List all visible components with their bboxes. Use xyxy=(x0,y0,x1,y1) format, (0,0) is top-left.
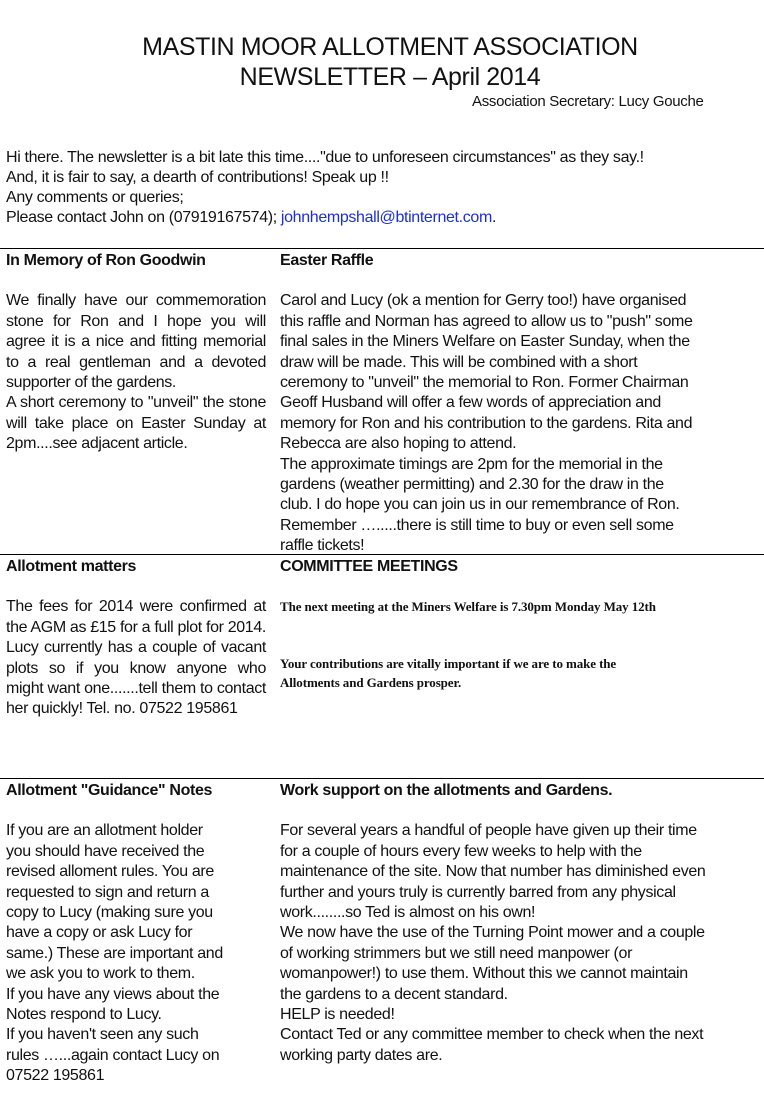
guidance-line: same.) These are important and xyxy=(6,944,223,962)
contributions-text: Allotments and Gardens prosper. xyxy=(280,675,462,691)
work-support-line: HELP is needed! xyxy=(280,1006,395,1024)
email-link[interactable]: johnhempshall@btinternet.com xyxy=(280,209,492,226)
work-support-line: further and yours truly is currently barred from any physical xyxy=(280,883,676,901)
newsletter-subtitle: NEWSLETTER – April 2014 xyxy=(239,63,541,91)
raffle-line: Geoff Husband will offer a few words of appreciation and xyxy=(280,394,661,412)
work-support-line: the gardens to a decent standard. xyxy=(280,985,508,1003)
contact-period: . xyxy=(491,209,497,226)
raffle-line: raffle tickets! xyxy=(280,537,365,555)
work-support-line: We now have the use of the Turning Point mower and a couple xyxy=(280,924,705,942)
section-divider xyxy=(0,554,764,555)
memory-heading: In Memory of Ron Goodwin xyxy=(6,252,206,269)
work-support-line: of working strimmers but we still need manpower (or xyxy=(280,944,633,962)
work-support-line: working party dates are. xyxy=(280,1046,443,1064)
association-secretary: Association Secretary: Lucy Gouche xyxy=(472,93,704,110)
guidance-line: Notes respond to Lucy. xyxy=(6,1006,162,1024)
memory-column xyxy=(6,251,266,455)
raffle-line: The approximate timings are 2pm for the memorial in the xyxy=(280,455,663,473)
intro-contact-line xyxy=(6,208,764,228)
guidance-line: If you have any views about the xyxy=(6,985,220,1003)
contributions-text: Your contributions are vitally important if we are to make the xyxy=(280,656,617,672)
work-support-heading: Work support on the allotments and Gardens. xyxy=(280,782,613,799)
guidance-line: rules …...again contact Lucy on xyxy=(6,1046,220,1064)
intro-line: And, it is fair to say, a dearth of contributions! Speak up !! xyxy=(6,169,389,186)
intro-line: Hi there. The newsletter is a bit late this time...."due to unforeseen circumstances" as they say.! xyxy=(6,149,644,166)
section-divider xyxy=(0,248,764,249)
newsletter-title: MASTIN MOOR ALLOTMENT ASSOCIATION xyxy=(142,33,638,61)
guidance-heading: Allotment "Guidance" Notes xyxy=(6,782,213,799)
guidance-line: requested to sign and return a xyxy=(6,883,209,901)
guidance-line: copy to Lucy (making sure you xyxy=(6,904,213,922)
guidance-line: have a copy or ask Lucy for xyxy=(6,924,193,942)
raffle-line: final sales in the Miners Welfare on Easter Sunday, when the xyxy=(280,333,690,351)
raffle-line: Remember ….....there is still time to buy or even sell some xyxy=(280,516,674,534)
work-support-column xyxy=(280,781,764,1066)
raffle-column xyxy=(280,251,764,557)
next-meeting-text: The next meeting at the Miners Welfare is 7.30pm Monday May 12th xyxy=(280,599,656,615)
guidance-line: 07522 195861 xyxy=(6,1067,105,1085)
work-support-line: womanpower!) to use them. Without this we cannot maintain xyxy=(280,965,688,983)
work-support-line: For several years a handful of people have given up their time xyxy=(280,822,697,840)
allotment-matters-heading: Allotment matters xyxy=(6,558,137,575)
intro-line: Any comments or queries; xyxy=(6,189,184,206)
section-divider xyxy=(0,778,764,779)
guidance-line: If you are an allotment holder xyxy=(6,822,203,840)
raffle-line: Carol and Lucy (ok a mention for Gerry too!) have organised xyxy=(280,292,687,310)
guidance-line: you should have received the xyxy=(6,842,205,860)
raffle-line: memory for Ron and his contribution to the gardens. Rita and xyxy=(280,414,693,432)
work-support-line: work........so Ted is almost on his own! xyxy=(280,904,536,922)
memory-paragraph: A short ceremony to "unveil" the stone will take place on Easter Sunday at 2pm....see adjacent article. xyxy=(6,394,266,453)
work-support-line: maintenance of the site. Now that number has diminished even xyxy=(280,863,706,881)
raffle-line: draw will be made. This will be combined with a short xyxy=(280,353,638,371)
raffle-line: gardens (weather permitting) and 2.30 for the draw in the xyxy=(280,476,664,494)
contact-text: Please contact John on (07919167574); xyxy=(6,209,281,226)
guidance-line: we ask you to work to them. xyxy=(6,965,195,983)
raffle-line: club. I do hope you can join us in our remembrance of Ron. xyxy=(280,496,680,514)
guidance-column xyxy=(6,781,266,1087)
raffle-heading: Easter Raffle xyxy=(280,252,374,269)
committee-heading: COMMITTEE MEETINGS xyxy=(280,558,458,575)
work-support-line: for a couple of hours every few weeks to help with the xyxy=(280,842,642,860)
committee-column xyxy=(280,557,764,692)
raffle-line: Rebecca are also hoping to attend. xyxy=(280,435,517,453)
memory-paragraph: We finally have our commemoration stone for Ron and I hope you will agree it is a nice and fitting memorial to a real gentleman and a devoted supporter of the gardens. xyxy=(6,292,266,392)
raffle-line: this raffle and Norman has agreed to allow us to "push" some xyxy=(280,312,693,330)
work-support-line: Contact Ted or any committee member to check when the next xyxy=(280,1026,704,1044)
intro-text xyxy=(6,148,764,228)
raffle-line: ceremony to "unveil" the memorial to Ron. Former Chairman xyxy=(280,374,689,392)
guidance-line: If you haven't seen any such xyxy=(6,1026,199,1044)
allotment-matters-paragraph: The fees for 2014 were confirmed at the AGM as £15 for a full plot for 2014. Lucy currently has a couple of vacant plots so if you know anyone who might want one.......tell them to contact her quickly! Tel. no. 07522 195861 xyxy=(6,598,266,718)
guidance-line: revised alloment rules. You are xyxy=(6,863,214,881)
allotment-matters-column xyxy=(6,557,266,720)
